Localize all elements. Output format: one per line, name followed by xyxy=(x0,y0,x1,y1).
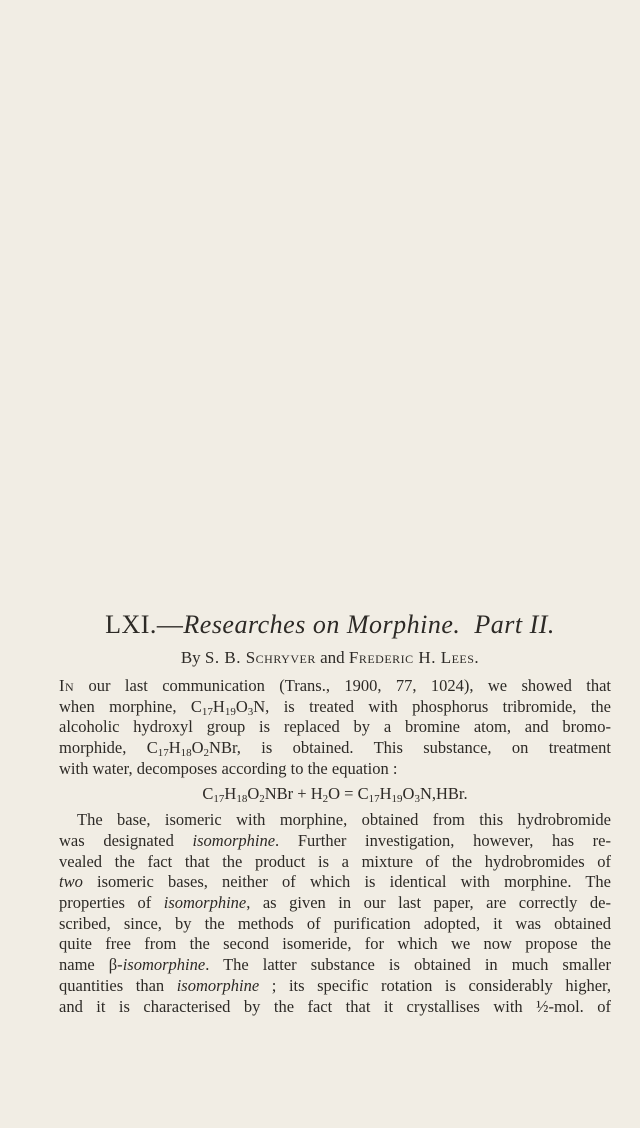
paragraph-2-line: quite free from the second isomeride, for which we now propose the xyxy=(59,934,611,954)
body-text xyxy=(59,676,611,1017)
article-part: Part II. xyxy=(474,610,555,639)
paragraph-2-line: quantities than isomorphine ; its specific rotation is considerably higher, xyxy=(59,975,611,995)
article-title: LXI.—Researches on Morphine. Part II. xyxy=(105,610,555,639)
article-title-text: Researches on Morphine. xyxy=(183,610,461,639)
paragraph-1-line: In our last communication (Trans., 1900, 77, 1024), we showed that xyxy=(59,676,611,695)
paragraph-2-line: vealed the fact that the product is a mixture of the hydrobromides of xyxy=(59,851,611,871)
paragraph-1-line: with water, decomposes according to the equation : xyxy=(59,758,398,778)
author-2: Frederic H. Lees. xyxy=(348,648,480,667)
authors-line: By S. B. Schryver and Frederic H. Lees. xyxy=(180,648,480,667)
paragraph-1-line: morphide, $C_{17}H_{18}O_2NBr$, is obtained. This substance, on treatment xyxy=(59,738,611,760)
article-number: LXI. xyxy=(105,610,157,639)
chemical-equation: $C_{17}H_{18}O_2NBr + H_2O = C_{17}H_{19}O_3N,HBr$. xyxy=(202,783,468,805)
paragraph-2-line: The base, isomeric with morphine, obtained from this hydrobromide xyxy=(77,810,611,830)
paragraph-2-line: scribed, since, by the methods of purification adopted, it was obtained xyxy=(59,913,611,933)
paragraph-2-line: properties of isomorphine, as given in our last paper, are correctly de- xyxy=(59,893,611,913)
author-1: S. B. Schryver xyxy=(204,648,316,667)
paragraph-2-line: and it is characterised by the fact that it crystallises with ½-mol. of xyxy=(59,996,611,1016)
paragraph-1-line: when morphine, $C_{17}H_{19}O_3N$, is treated with phosphorus tribromide, the xyxy=(59,696,611,718)
paragraph-2-line: was designated isomorphine. Further investigation, however, has re- xyxy=(59,830,611,850)
paragraph-1-line: alcoholic hydroxyl group is replaced by a bromine atom, and bromo- xyxy=(59,717,611,737)
paragraph-2-line: two isomeric bases, neither of which is identical with morphine. The xyxy=(59,872,611,892)
paragraph-2-line: name β-isomorphine. The latter substance is obtained in much smaller xyxy=(59,955,612,975)
